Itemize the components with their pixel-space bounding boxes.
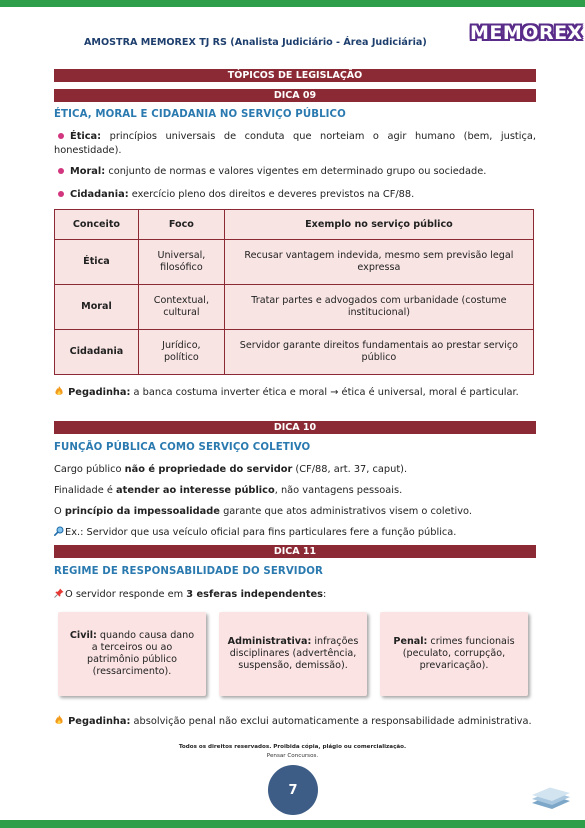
penal-sphere-card bbox=[380, 612, 528, 696]
brand-notice: Pensar Concursos. bbox=[266, 753, 319, 759]
table-cell: Recusar vantagem indevida, mesmo sem previsão legal expressa bbox=[224, 240, 533, 285]
card-term: Penal: bbox=[393, 636, 428, 647]
pegadinha-text: a banca costuma inverter ética e moral → ética é universal, moral é particular. bbox=[130, 387, 519, 398]
fire-icon bbox=[54, 715, 64, 725]
card-term: Administrativa: bbox=[227, 636, 312, 647]
bullet-cidadania bbox=[54, 188, 536, 202]
magnifier-icon bbox=[54, 526, 64, 536]
dica-10-line-3 bbox=[54, 505, 536, 519]
column-header: Conceito bbox=[55, 210, 139, 240]
dica-11-pegadinha bbox=[54, 715, 536, 729]
civil-sphere-card bbox=[58, 612, 206, 696]
dica-10-example bbox=[54, 526, 536, 540]
table-cell: Moral bbox=[55, 285, 139, 330]
dica-11-band: DICA 11 bbox=[54, 545, 536, 558]
administrative-sphere-card bbox=[219, 612, 367, 696]
card-term: Civil: bbox=[69, 630, 97, 641]
pink-bullet-icon bbox=[58, 168, 64, 174]
dica-10-line-2 bbox=[54, 484, 536, 498]
page-number-text: 7 bbox=[288, 782, 298, 798]
column-header: Exemplo no serviço público bbox=[224, 210, 533, 240]
card-text: crimes funcionais (peculato, corrupção, prevaricação). bbox=[402, 636, 515, 671]
top-accent-bar bbox=[0, 0, 585, 7]
dica-10-band: DICA 10 bbox=[54, 421, 536, 434]
card-text: quando causa dano a terceiros ou ao patrimônio público (ressarcimento). bbox=[87, 630, 195, 677]
text: garante que atos administrativos visem o coletivo. bbox=[219, 506, 472, 517]
bullet-text: exercício pleno dos direitos e deveres previstos na CF/88. bbox=[128, 189, 415, 200]
bullet-text: conjunto de normas e valores vigentes em determinado grupo ou sociedade. bbox=[105, 166, 487, 177]
topics-band: TÓPICOS DE LEGISLAÇÃO bbox=[54, 69, 536, 82]
text: (CF/88, art. 37, caput). bbox=[292, 464, 408, 475]
bold-text: atender ao interesse público bbox=[116, 485, 275, 496]
bold-text: princípio da impessoalidade bbox=[64, 506, 220, 517]
table-row bbox=[55, 330, 534, 375]
table-cell: Jurídico, político bbox=[138, 330, 224, 375]
dica-09-band: DICA 09 bbox=[54, 89, 536, 102]
table-cell: Universal, filosófico bbox=[138, 240, 224, 285]
example-text: Ex.: Servidor que usa veículo oficial para fins particulares fere a função pública. bbox=[65, 527, 457, 538]
pegadinha-label: Pegadinha: bbox=[68, 716, 131, 727]
dica-11-intro bbox=[54, 588, 536, 602]
table-cell: Tratar partes e advogados com urbanidade (costume institucional) bbox=[224, 285, 533, 330]
bullet-term: Ética: bbox=[70, 131, 102, 142]
bullet-moral bbox=[54, 165, 536, 179]
dica-10-line-1 bbox=[54, 463, 536, 477]
text: O servidor responde em bbox=[65, 589, 187, 600]
card-text: infrações disciplinares (advertência, suspensão, demissão). bbox=[229, 636, 359, 671]
bullet-etica bbox=[54, 130, 536, 157]
logo-text: MEMOREX bbox=[470, 22, 583, 44]
dica-11-title: REGIME DE RESPONSABILIDADE DO SERVIDOR bbox=[54, 566, 323, 577]
concepts-table bbox=[54, 209, 534, 375]
table-cell: Servidor garante direitos fundamentais ao prestar serviço público bbox=[224, 330, 533, 375]
text: , não vantagens pessoais. bbox=[274, 485, 403, 496]
fire-icon bbox=[54, 386, 64, 396]
bold-text: não é propriedade do servidor bbox=[124, 464, 293, 475]
bullet-text: princípios universais de conduta que norteiam o agir humano (bem, justiça, honestidade). bbox=[54, 131, 536, 156]
text: : bbox=[323, 589, 327, 600]
pink-bullet-icon bbox=[58, 133, 64, 139]
bullet-term: Moral: bbox=[70, 166, 106, 177]
table-row bbox=[55, 240, 534, 285]
dica-10-title: FUNÇÃO PÚBLICA COMO SERVIÇO COLETIVO bbox=[54, 442, 311, 453]
column-header: Foco bbox=[138, 210, 224, 240]
bullet-term: Cidadania: bbox=[70, 189, 129, 200]
document-header: AMOSTRA MEMOREX TJ RS (Analista Judiciário - Área Judiciária) bbox=[84, 37, 427, 48]
bottom-accent-bar bbox=[0, 820, 585, 828]
rights-notice: Todos os direitos reservados. Proibida cópia, plágio ou comercialização. bbox=[178, 744, 407, 750]
memorex-logo bbox=[470, 22, 582, 54]
pegadinha-text: absolvição penal não exclui automaticamente a responsabilidade administrativa. bbox=[130, 716, 532, 727]
page-number bbox=[268, 765, 318, 815]
table-cell: Cidadania bbox=[55, 330, 139, 375]
table-cell: Ética bbox=[55, 240, 139, 285]
bold-text: 3 esferas independentes bbox=[186, 589, 323, 600]
table-header-row bbox=[55, 210, 534, 240]
brand-stack-icon bbox=[528, 787, 574, 813]
table-cell: Contextual, cultural bbox=[138, 285, 224, 330]
pegadinha-label: Pegadinha: bbox=[68, 387, 131, 398]
dica-09-pegadinha bbox=[54, 386, 536, 400]
text: O bbox=[54, 506, 65, 517]
pink-bullet-icon bbox=[58, 191, 64, 197]
dica-09-title: ÉTICA, MORAL E CIDADANIA NO SERVIÇO PÚBLICO bbox=[54, 109, 346, 120]
text: Finalidade é bbox=[54, 485, 117, 496]
table-row bbox=[55, 285, 534, 330]
text: Cargo público bbox=[54, 464, 125, 475]
pushpin-icon bbox=[54, 588, 64, 598]
